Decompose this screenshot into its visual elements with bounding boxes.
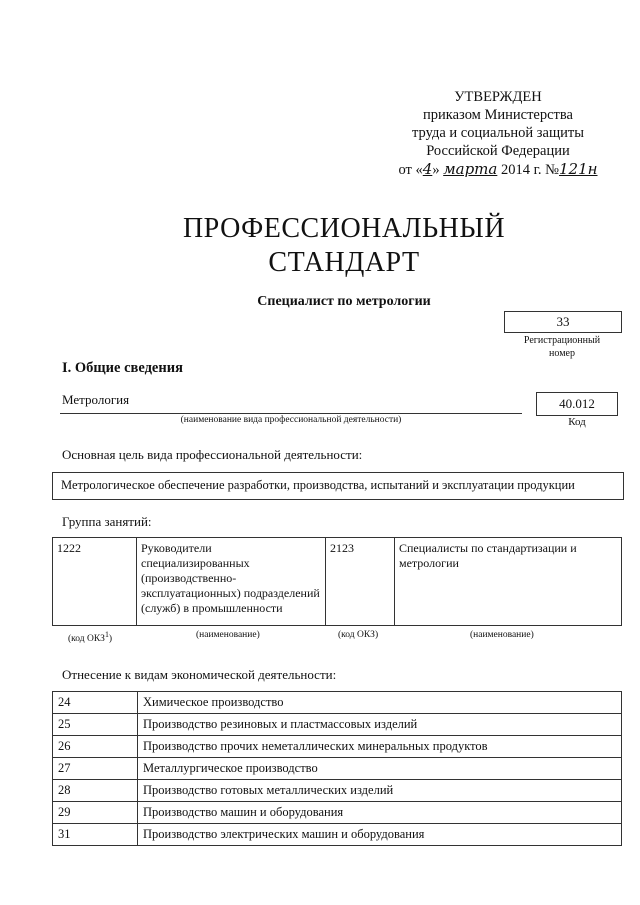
okved-name-cell: Производство прочих неметаллических минеральных продуктов (138, 736, 622, 758)
document-title (0, 212, 640, 280)
registration-label (500, 334, 624, 360)
okved-code-cell: 28 (53, 780, 138, 802)
okz-code-cell: 2123 (326, 538, 395, 626)
okz-code-cell: 1222 (53, 538, 137, 626)
okz-name-caption: (наименование) (196, 630, 260, 640)
table-row (53, 802, 622, 824)
registration-number-box: 33 (504, 311, 622, 333)
approval-line: приказом Министерства (423, 107, 573, 123)
date-mid: » (432, 162, 440, 178)
title-line: ПРОФЕССИОНАЛЬНЫЙ (182, 213, 506, 244)
purpose-box (52, 472, 624, 500)
okved-name-cell: Металлургическое производство (138, 758, 622, 780)
document-subtitle: Специалист по метрологии (257, 294, 431, 309)
okved-code-cell: 29 (53, 802, 138, 824)
activity-name: Метрология (62, 392, 130, 407)
okz-name-cell: Руководители специализированных (производственно-эксплуатационных) подразделений (служб) в промышленности (137, 538, 326, 626)
okved-code-cell: 25 (53, 714, 138, 736)
economic-activity-table (52, 691, 622, 846)
okved-name-cell: Химическое производство (138, 692, 622, 714)
approval-block (378, 88, 618, 179)
purpose-text: Метрологическое обеспечение разработки, производства, испытаний и эксплуатации продукции (61, 478, 575, 492)
handwritten-day: 4 (422, 160, 433, 178)
approval-line: Российской Федерации (426, 143, 570, 159)
registration-label-line: Регистрационный (523, 335, 601, 346)
table-row (53, 780, 622, 802)
table-row (53, 538, 622, 626)
approval-line: труда и социальной защиты (412, 125, 584, 141)
okved-name-cell: Производство готовых металлических изделий (138, 780, 622, 802)
okz-code-caption (68, 630, 112, 644)
okved-name-cell: Производство машин и оборудования (138, 802, 622, 824)
handwritten-order-number: 121н (559, 160, 598, 178)
activity-underline (60, 413, 522, 414)
date-prefix: от « (398, 162, 423, 178)
handwritten-month: марта (443, 160, 498, 178)
table-row (53, 714, 622, 736)
title-line: СТАНДАРТ (268, 247, 420, 278)
okved-code-cell: 31 (53, 824, 138, 846)
footnote-marker: 1 (104, 630, 109, 639)
okved-code-cell: 24 (53, 692, 138, 714)
date-year: 2014 г. № (500, 162, 559, 178)
okved-name-cell: Производство резиновых и пластмассовых изделий (138, 714, 622, 736)
okved-code-cell: 26 (53, 736, 138, 758)
purpose-label: Основная цель вида профессиональной деятельности: (62, 447, 363, 462)
table-row (53, 736, 622, 758)
okz-caption-close: ) (108, 634, 113, 645)
okved-label: Отнесение к видам экономической деятельности: (62, 667, 337, 682)
approval-title: УТВЕРЖДЕН (454, 89, 542, 105)
table-row (53, 758, 622, 780)
okz-caption-text: (код ОКЗ (68, 634, 105, 645)
activity-code-label: Код (568, 416, 586, 428)
groups-label: Группа занятий: (62, 514, 152, 529)
okz-code-caption: (код ОКЗ) (338, 630, 379, 640)
occupation-groups-table (52, 537, 622, 626)
okved-name-cell: Производство электрических машин и оборудования (138, 824, 622, 846)
activity-caption: (наименование вида профессиональной деятельности) (180, 415, 402, 425)
approval-date (378, 160, 618, 179)
section-heading: I. Общие сведения (62, 360, 183, 376)
registration-label-line: номер (549, 348, 575, 359)
okz-name-caption: (наименование) (470, 630, 534, 640)
activity-code-box: 40.012 (536, 392, 618, 416)
table-row (53, 824, 622, 846)
okz-name-cell: Специалисты по стандартизации и метрологии (395, 538, 622, 626)
table-row (53, 692, 622, 714)
okved-code-cell: 27 (53, 758, 138, 780)
